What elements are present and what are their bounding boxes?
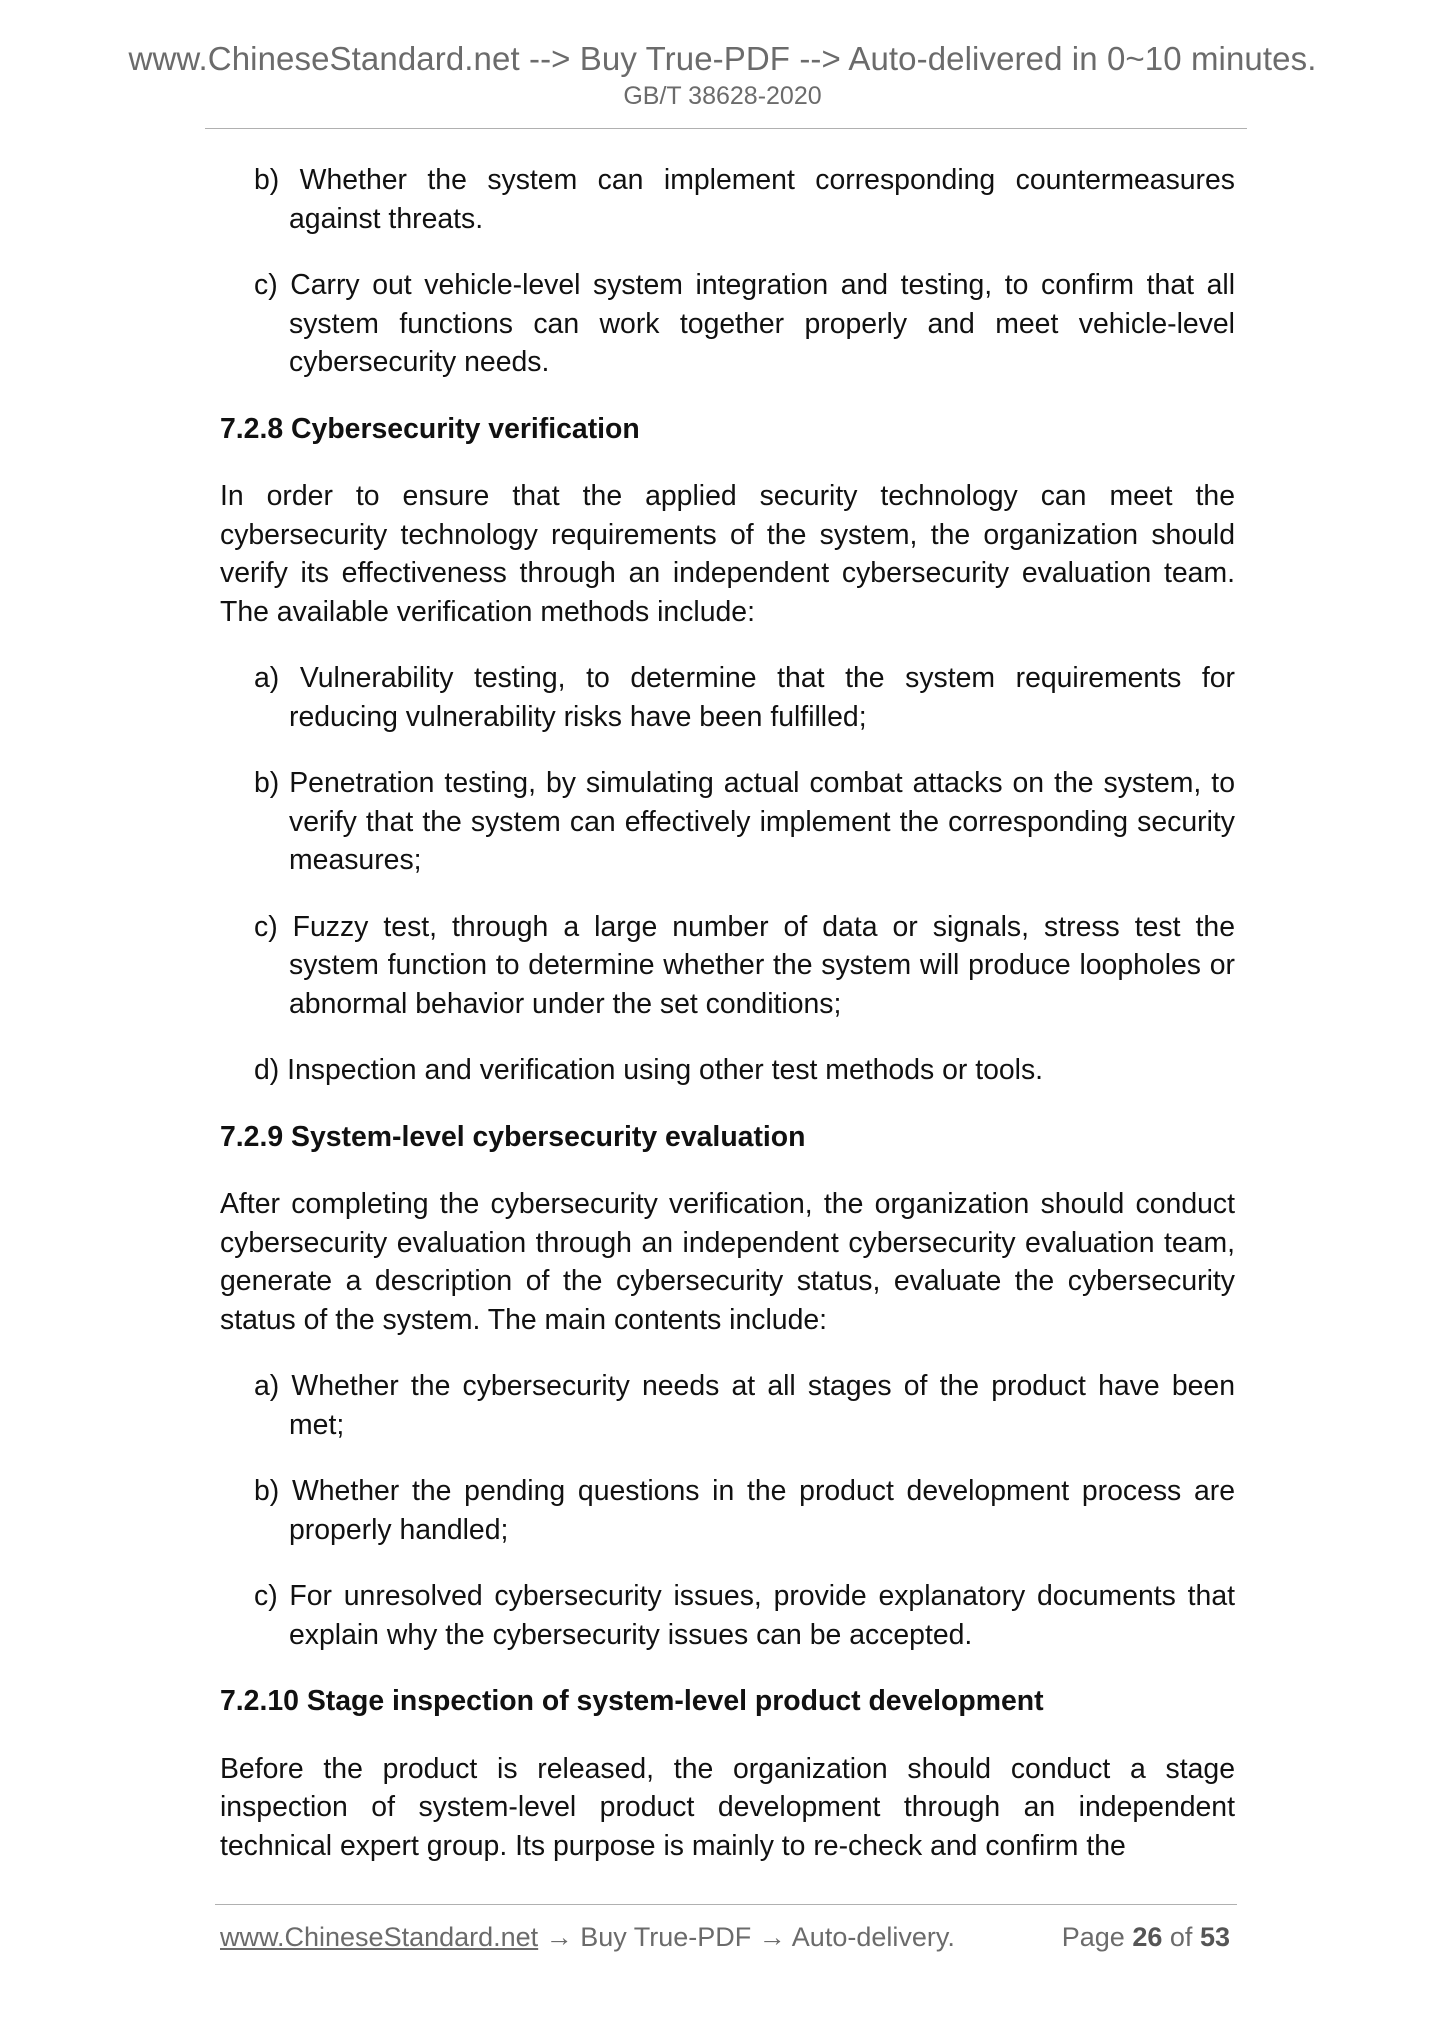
list-item: b) Whether the pending questions in the product development process are properly handled; xyxy=(254,1475,1235,1546)
header-divider xyxy=(205,128,1247,129)
page-label: Page xyxy=(1061,1922,1125,1952)
document-body xyxy=(220,161,1235,1865)
section-heading-7-2-9: 7.2.9 System-level cybersecurity evaluation xyxy=(220,1120,806,1153)
list-item: c) Fuzzy test, through a large number of data or signals, stress test the system function to determine whether the system will produce loopholes or abnormal behavior under the set conditions; xyxy=(254,910,1235,1020)
header-banner: www.ChineseStandard.net --> Buy True-PDF --> Auto-delivered in 0~10 minutes. xyxy=(128,40,1317,77)
arrow-right-icon: → xyxy=(758,1922,786,1952)
footer-promo xyxy=(220,1922,955,1953)
arrow-right-icon: → xyxy=(545,1922,573,1952)
section-heading-7-2-10: 7.2.10 Stage inspection of system-level product development xyxy=(220,1685,1044,1717)
list-item: c) For unresolved cybersecurity issues, provide explanatory documents that explain why the cybersecurity issues can be accepted. xyxy=(254,1580,1235,1651)
section-paragraph-7-2-8: In order to ensure that the applied security technology can meet the cybersecurity technology requirements of the system, the organization should verify its effectiveness through an independent cybersecurity evaluation team. The available verification methods include: xyxy=(220,480,1235,628)
standard-code: GB/T 38628-2020 xyxy=(623,82,822,110)
footer-divider xyxy=(215,1904,1237,1905)
section-paragraph-7-2-9: After completing the cybersecurity verification, the organization should conduct cybersecurity evaluation through an independent cybersecurity evaluation team, generate a description of the cybersecurity status, evaluate the cybersecurity status of the system. The main contents include: xyxy=(220,1188,1235,1336)
page-total: 53 xyxy=(1199,1922,1230,1952)
section-paragraph-7-2-10: Before the product is released, the organization should conduct a stage inspection of system-level product development through an independent technical expert group. Its purpose is mainly to re-check and confirm the xyxy=(220,1752,1235,1862)
footer-site-link[interactable]: www.ChineseStandard.net xyxy=(220,1922,539,1952)
of-label: of xyxy=(1169,1922,1193,1952)
list-item: c) Carry out vehicle-level system integration and testing, to confirm that all system functions can work together properly and meet vehicle-level cybersecurity needs. xyxy=(254,269,1235,378)
list-item: d) Inspection and verification using other test methods or tools. xyxy=(254,1054,1044,1086)
section-heading-7-2-8: 7.2.8 Cybersecurity verification xyxy=(220,412,640,445)
list-item: b) Whether the system can implement corresponding countermeasures against threats. xyxy=(254,164,1235,235)
page-indicator xyxy=(1062,1922,1230,1953)
footer-buy-text: Buy True-PDF xyxy=(580,1922,752,1952)
list-item: b) Penetration testing, by simulating actual combat attacks on the system, to verify that the system can effectively implement the corresponding security measures; xyxy=(254,767,1235,876)
list-item: a) Vulnerability testing, to determine that the system requirements for reducing vulnerability risks have been fulfilled; xyxy=(254,662,1235,733)
page-number: 26 xyxy=(1132,1922,1163,1952)
list-item: a) Whether the cybersecurity needs at all stages of the product have been met; xyxy=(254,1370,1235,1441)
footer-delivery-text: Auto-delivery. xyxy=(791,1922,955,1952)
